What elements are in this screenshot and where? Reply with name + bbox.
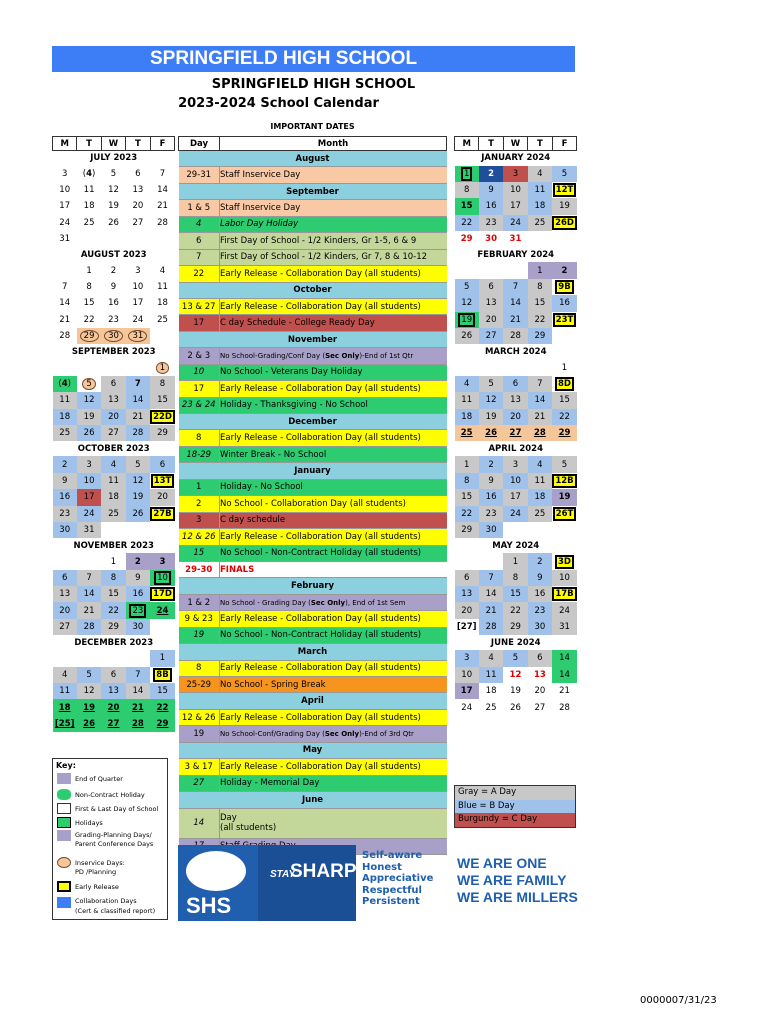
month-label: SEPTEMBER 2023 [71,346,156,357]
school-logo: SHS STAY SHARP! [178,845,356,921]
left-calendar: M T W T F JULY 2023 3 (4) 5 6 7 10 11 12 13 14 17 18 19 20 21 24 25 26 27 28 31 AUGUST 2023 1 2 3 4 7 8 9 10 11 14 15 16 17 18 21 22 23 24 25 28 29 30 31 SEPTEMBER 2023 1 (4) 5 6 7 8 11 12 13 14 15 18 19 20 21 22D 25 26 27 28 29 OCTOBER 2023 2 3 4 5 6 9 10 11 12 13T 16 17 18 19 20 23 24 25 26 27B 30 31 NOVEMBER 2023 1 2 3 6 7 8 9 10 13 14 15 16 17D 20 21 22 23 24 27 28 29 30 DECEMBER 2023 1 4 5 6 7 8B 11 12 13 14 15 18 19 20 21 22 [25] 26 27 28 29 [52,136,175,732]
month-label: OCTOBER 2023 [77,443,150,454]
month-label: MAY 2024 [492,540,540,551]
right-calendar: M T W T F JANUARY 2024 1 2 3 4 5 8 9 10 11 12T 15 16 17 18 19 22 23 24 25 26D 29 30 31 FEBRUARY 2024 1 2 5 6 7 8 9B 12 13 14 15 16 19 20 21 22 23T 26 27 28 29 MARCH 2024 1 4 5 6 7 8D 11 12 13 14 15 18 19 20 21 22 25 26 27 28 29 APRIL 2024 1 2 3 4 5 8 9 10 11 12B 15 16 17 18 19 22 23 24 25 26T 29 30 MAY 2024 1 2 3D 6 7 8 9 10 13 14 15 16 17B 20 21 22 23 24 [27] 28 29 30 31 JUNE 2024 3 4 5 6 14 10 11 12 13 14 17 18 19 20 21 24 25 26 27 28 [454,136,577,716]
month-label: DECEMBER 2023 [74,637,154,648]
events-table: Day Month August 29-31 Staff Inservice Day September 1 & 5 Staff Inservice Day 4 Labor Day Holiday 6 First Day of School - 1/2 Kinders, Gr 1-5, 6 & 9 7 First Day of School - 1/2 Kinders, Gr 7, 8 & 10-12 22 Early Release - Collaboration Day (all students) October 13 & 27 Early Release - Collaboration Day (all students) 17 C day Schedule - College Ready Day November 2 & 3 No School-Grading/Conf Day (Sec Only)-End of 1st Qtr 10 No School - Veterans Day Holiday 17 Early Release - Collaboration Day (all students) 23 & 24 Holiday - Thanksgiving - No School December 8 Early Release - Collaboration Day (all students) 18-29 Winter Break - No School January 1 Holiday - No School 2 No School - Collaboration Day (all students) 3 C day schedule 12 & 26 Early Release - Collaboration Day (all students) 15 No School - Non-Contract Holiday (all students) 29-30 FINALS February 1 & 2 No School - Grading Day (Sec Only), End of 1st Sem 9 & 23 Early Release - Collaboration Day (all students) 19 No School - Non-Contract Holiday (all students) March 8 Early Release - Collaboration Day (all students) 25-29 No School - Spring Break April 12 & 26 Early Release - Collaboration Day (all students) 19 No School-Conf/Grading Day (Sec Only)-End of 3rd Qtr May 3 & 17 Early Release - Collaboration Day (all students) 27 Holiday - Memorial Day June 14 Day (all students) [178,136,447,855]
ab-day-legend: Gray = A Day Blue = B Day Burgundy = C Day [454,785,576,828]
important-dates-heading: IMPORTANT DATES [270,122,355,131]
month-label: JANUARY 2024 [481,153,551,164]
footer-code: 0000007/31/23 [640,995,717,1006]
month-label: JUNE 2024 [490,637,541,648]
month-label: AUGUST 2023 [80,249,147,260]
school-banner: SPRINGFIELD HIGH SCHOOL [52,46,575,72]
month-label: MARCH 2024 [484,346,547,357]
month-label: FEBRUARY 2024 [477,249,555,260]
month-label: JULY 2023 [90,153,138,164]
month-label: APRIL 2024 [488,443,543,454]
page-subtitle: 2023-2024 School Calendar [178,96,379,111]
key-title: Key: [56,761,76,770]
page-title: SPRINGFIELD HIGH SCHOOL [211,77,416,92]
key-box: Key: End of Quarter Non-Contract Holiday First & Last Day of School Holidays Grading-Planning Days/ Parent Conference Days Inservice Days: PD /Planning Early Release Collaboration Days (Cert & classified report) [52,758,168,920]
values-list: Self-aware Honest Appreciative Respectful Persistent [362,850,434,907]
month-label: NOVEMBER 2023 [73,540,154,551]
mottos: WE ARE ONE WE ARE FAMILY WE ARE MILLERS [457,855,578,905]
